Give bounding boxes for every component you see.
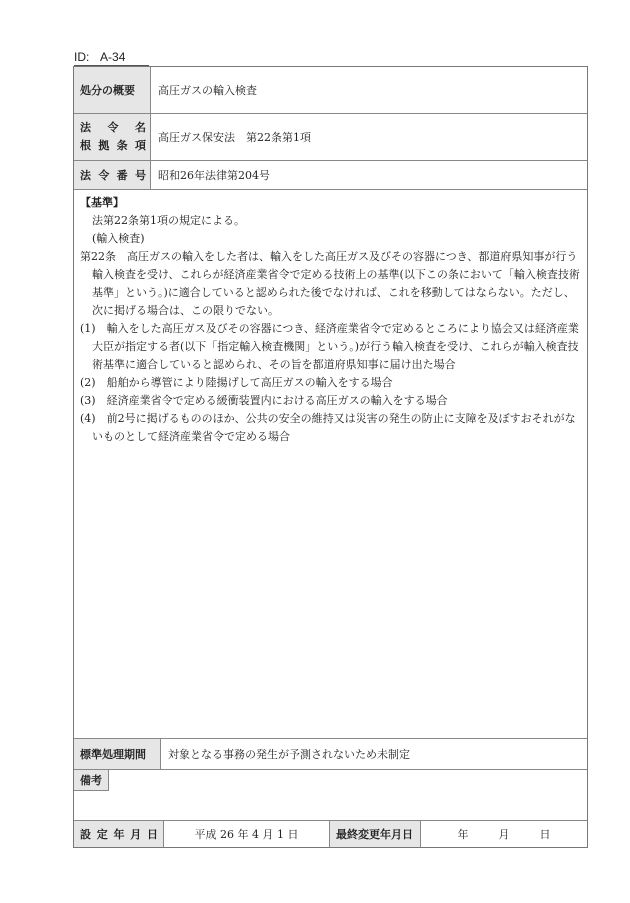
law-name-value: 高圧ガス保安法 第22条第1項	[158, 131, 311, 144]
law-name-row	[74, 114, 587, 161]
criteria-row	[74, 190, 587, 739]
law-number-value: 昭和26年法律第204号	[158, 169, 270, 182]
dates-row	[74, 821, 587, 847]
summary-label: 処分の概要	[74, 67, 151, 113]
set-date-label: 設 定 年 月 日	[74, 821, 164, 847]
summary-row	[74, 67, 587, 114]
criteria-item: (3) 経済産業省令で定める緩衝装置内における高圧ガスの輸入をする場合	[80, 394, 448, 407]
law-number-label: 法 令 番 号	[74, 161, 151, 189]
law-name-label: 法 令 名 根 拠 条 項	[74, 114, 151, 160]
document-table	[73, 66, 588, 848]
id-label: ID:	[74, 50, 90, 64]
criteria-item: (4) 前2号に掲げるもののほか、公共の安全の維持又は災害の発生の防止に支障を及ぼすおそれがないものとして経済産業省令で定める場合	[80, 412, 576, 443]
remarks-row	[74, 770, 587, 821]
criteria-line: (輸入検査)	[92, 232, 145, 245]
criteria-item: (2) 船舶から導管により陸揚げして高圧ガスの輸入をする場合	[80, 376, 393, 389]
id-value: A-34	[100, 50, 126, 64]
remarks-label: 備考	[74, 770, 109, 791]
processing-period-row	[74, 739, 587, 770]
document-id	[74, 50, 149, 66]
processing-period-value: 対象となる事務の発生が予測されないため未制定	[168, 748, 410, 761]
criteria-content	[74, 190, 587, 738]
criteria-line: 法第22条第1項の規定による。	[92, 214, 245, 227]
criteria-heading: 【基準】	[80, 196, 124, 209]
set-date-value: 平成 26 年 4 月 1 日	[164, 821, 330, 847]
criteria-item: (1) 輸入をした高圧ガス及びその容器につき、経済産業省令で定めるところにより協会又は経済産業大臣が指定する者(以下「指定輸入検査機関」という。)が行う輸入検査を受け、これらが輸入検査技術基準に適合していると認められ、その旨を都道府県知事に届け出た場合	[80, 322, 579, 371]
article-text: 第22条 高圧ガスの輸入をした者は、輸入をした高圧ガス及びその容器につき、都道府県知事が行う輸入検査を受け、これらが経済産業省令で定める技術上の基準(以下この条において「輸入検査技術基準」という。)に適合していると認められた後でなければ、これを移動してはならない。ただし、次に掲げる場合は、この限りでない。	[80, 250, 580, 317]
law-number-row	[74, 161, 587, 190]
processing-period-label: 標準処理期間	[74, 739, 161, 769]
last-changed-value: 年 月 日	[457, 828, 551, 841]
summary-value: 高圧ガスの輸入検査	[158, 84, 257, 97]
last-changed-label: 最終変更年月日	[330, 821, 421, 847]
